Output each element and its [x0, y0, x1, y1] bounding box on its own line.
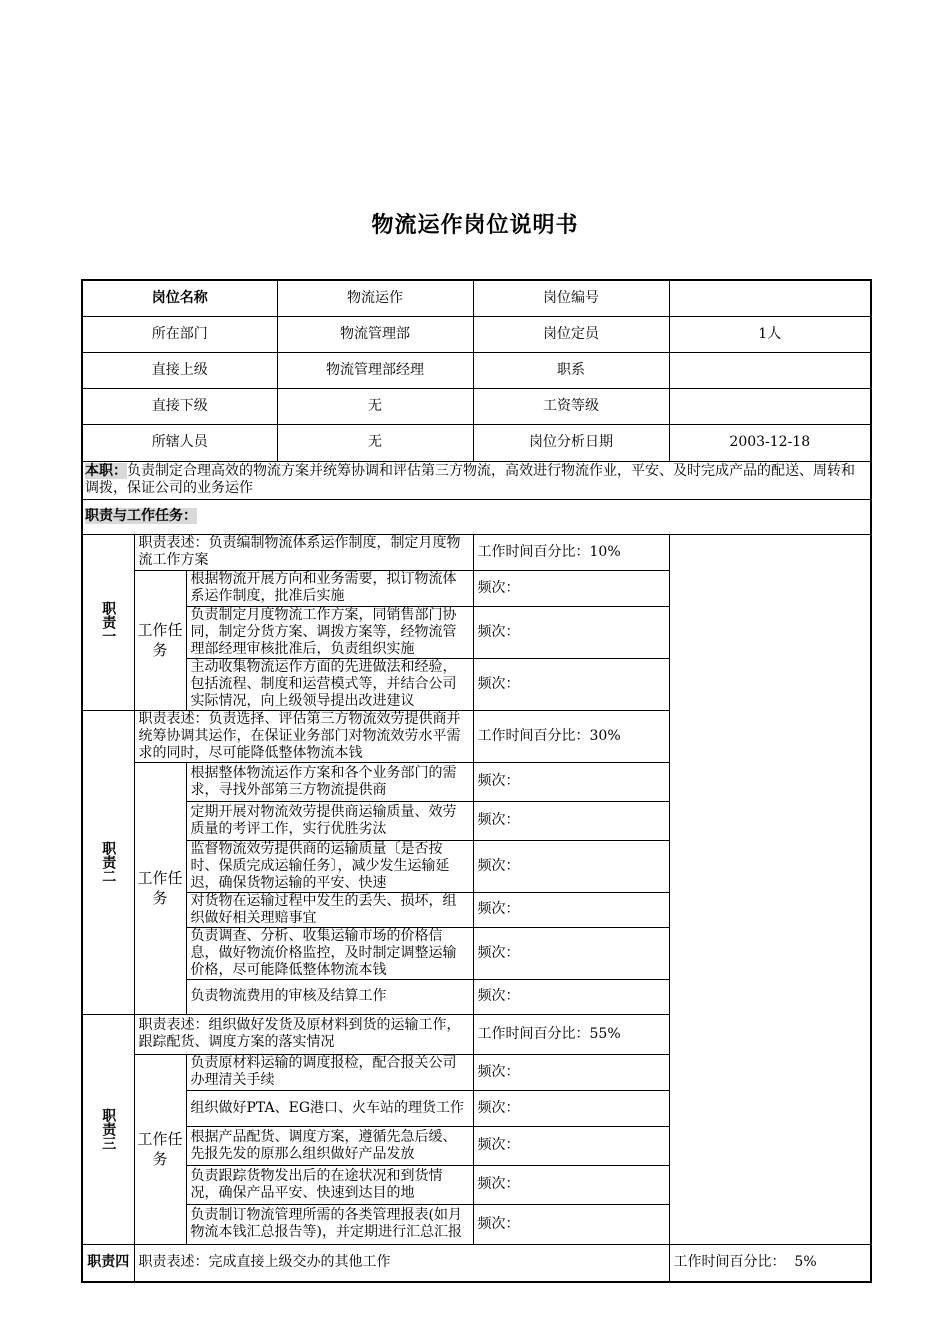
- info-value: 无: [277, 424, 473, 461]
- page-title: 物流运作岗位说明书: [371, 213, 579, 238]
- task-text: 负责跟踪货物发出后的在途状况和到货情况，确保产品平安、快速到达目的地: [186, 1165, 473, 1204]
- info-label: 所在部门: [82, 316, 277, 352]
- task-label: 工作任务: [134, 570, 186, 710]
- info-row: [82, 316, 871, 352]
- task-text: 根据物流开展方向和业务需要，拟订物流体系运作制度，批准后实施: [186, 570, 473, 606]
- task-label: 工作任务: [134, 762, 186, 1014]
- frequency-label: 频次：: [473, 1165, 669, 1204]
- info-label: 岗位名称: [82, 280, 277, 316]
- info-label: 岗位分析日期: [473, 424, 669, 461]
- task-row: [82, 840, 871, 892]
- time-percentage: 工作时间百分比：55%: [473, 1014, 669, 1054]
- info-value: 物流运作: [277, 280, 473, 316]
- task-row: [82, 927, 871, 979]
- section-header-row: [82, 499, 871, 534]
- frequency-label: 频次：: [473, 606, 669, 658]
- responsibility-statement: 职责表述：完成直接上级交办的其他工作: [134, 1244, 669, 1282]
- frequency-label: 频次：: [473, 570, 669, 606]
- duty-summary: [82, 461, 871, 499]
- task-row: [82, 606, 871, 658]
- time-percentage: 工作时间百分比： 5%: [669, 1244, 871, 1282]
- task-row: [82, 979, 871, 1014]
- task-row: [82, 1126, 871, 1165]
- task-text: 根据整体物流运作方案和各个业务部门的需求，寻找外部第三方物流提供商: [186, 762, 473, 801]
- info-row: [82, 424, 871, 461]
- responsibility-statement: 职责表述：组织做好发货及原材料到货的运输工作，跟踪配货、调度方案的落实情况: [134, 1014, 473, 1054]
- responsibility-label: 职责四: [82, 1244, 134, 1282]
- task-label: 工作任务: [134, 1054, 186, 1244]
- task-text: 负责原材料运输的调度报检，配合报关公司办理清关手续: [186, 1054, 473, 1090]
- task-row: [82, 658, 871, 710]
- task-row: [82, 570, 871, 606]
- info-value: [669, 280, 871, 316]
- info-value: 物流管理部: [277, 316, 473, 352]
- responsibility-statement-row: [82, 1014, 871, 1054]
- frequency-label: 频次：: [473, 1054, 669, 1090]
- duty-row: [82, 461, 871, 499]
- task-text: 组织做好PTA、EG港口、火车站的理货工作: [186, 1090, 473, 1126]
- task-row: [82, 1165, 871, 1204]
- task-text: 根据产品配货、调度方案，遵循先急后缓、先报先发的原那么组织做好产品发放: [186, 1126, 473, 1165]
- responsibility-label: 职责一: [82, 534, 134, 710]
- info-value: [669, 388, 871, 424]
- info-value: [669, 352, 871, 388]
- info-row: [82, 388, 871, 424]
- duty-label: 本职：: [85, 463, 127, 479]
- info-row: [82, 280, 871, 316]
- info-label: 岗位定员: [473, 316, 669, 352]
- info-label: 岗位编号: [473, 280, 669, 316]
- duty-text: 负责制定合理高效的物流方案并统筹协调和评估第三方物流，高效进行物流作业，平安、及时完成产品的配送、周转和调拨，保证公司的业务运作: [85, 463, 855, 496]
- task-text: 负责调查、分析、收集运输市场的价格信息，做好物流价格监控，及时制定调整运输价格，尽可能降低整体物流本钱: [186, 927, 473, 979]
- frequency-label: 频次：: [473, 840, 669, 892]
- frequency-label: 频次：: [473, 979, 669, 1014]
- responsibility-label: 职责三: [82, 1014, 134, 1244]
- task-text: 定期开展对物流效劳提供商运输质量、效劳质量的考评工作，实行优胜劣汰: [186, 801, 473, 840]
- info-label: 工资等级: [473, 388, 669, 424]
- task-text: 负责制订物流管理所需的各类管理报表(如月物流本钱汇总报告等)，并定期进行汇总汇报: [186, 1204, 473, 1244]
- task-text: 负责制定月度物流工作方案，同销售部门协同，制定分货方案、调拨方案等，经物流管理部经理审核批准后，负责组织实施: [186, 606, 473, 658]
- time-percentage: 工作时间百分比：30%: [473, 710, 669, 762]
- task-text: 对货物在运输过程中发生的丢失、损坏，组织做好相关理赔事宜: [186, 892, 473, 927]
- frequency-label: 频次：: [473, 1126, 669, 1165]
- frequency-label: 频次：: [473, 762, 669, 801]
- task-row: [82, 762, 871, 801]
- frequency-label: 频次：: [473, 892, 669, 927]
- time-percentage: 工作时间百分比：10%: [473, 534, 669, 570]
- info-row: [82, 352, 871, 388]
- responsibility-statement-row: [82, 1244, 871, 1282]
- frequency-label: 频次：: [473, 1204, 669, 1244]
- info-label: 所辖人员: [82, 424, 277, 461]
- job-description-table: [81, 279, 872, 1283]
- responsibility-statement-row: [82, 710, 871, 762]
- task-text: 负责物流费用的审核及结算工作: [186, 979, 473, 1014]
- responsibility-statement: 职责表述：负责编制物流体系运作制度，制定月度物流工作方案: [134, 534, 473, 570]
- frequency-label: 频次：: [473, 927, 669, 979]
- responsibility-statement: 职责表述：负责选择、评估第三方物流效劳提供商并统筹协调其运作，在保证业务部门对物流效劳水平需求的同时，尽可能降低整体物流本钱: [134, 710, 473, 762]
- responsibility-statement-row: [82, 534, 871, 570]
- task-row: [82, 1204, 871, 1244]
- task-text: 主动收集物流运作方面的先进做法和经验，包括流程、制度和运营模式等，并结合公司实际情况，向上级领导提出改进建议: [186, 658, 473, 710]
- info-value: 物流管理部经理: [277, 352, 473, 388]
- task-row: [82, 1054, 871, 1090]
- section-header-label: 职责与工作任务：: [85, 508, 197, 524]
- info-value: 2003-12-18: [669, 424, 871, 461]
- frequency-label: 频次：: [473, 801, 669, 840]
- task-row: [82, 1090, 871, 1126]
- task-text: 监督物流效劳提供商的运输质量〔是否按时、保质完成运输任务〕，减少发生运输延迟，确保货物运输的平安、快速: [186, 840, 473, 892]
- info-value: 1人: [669, 316, 871, 352]
- info-label: 直接下级: [82, 388, 277, 424]
- task-row: [82, 892, 871, 927]
- section-header: [82, 499, 871, 534]
- frequency-label: 频次：: [473, 1090, 669, 1126]
- info-label: 职系: [473, 352, 669, 388]
- frequency-label: 频次：: [473, 658, 669, 710]
- task-row: [82, 801, 871, 840]
- info-label: 直接上级: [82, 352, 277, 388]
- info-value: 无: [277, 388, 473, 424]
- responsibility-label: 职责二: [82, 710, 134, 1014]
